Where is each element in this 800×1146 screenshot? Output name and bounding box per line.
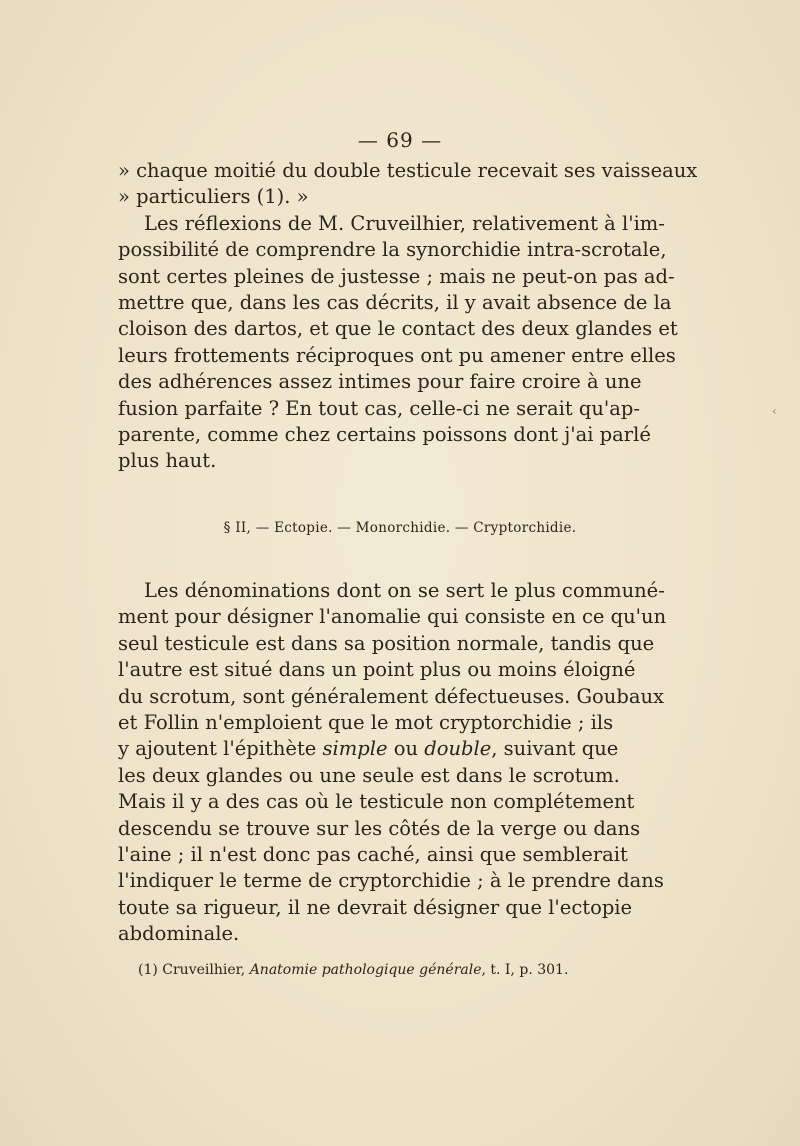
text-line: et Follin n'emploient que le mot cryptorchidie ; ils <box>118 710 614 734</box>
footnote <box>138 962 568 978</box>
text-line: l'aine ; il n'est donc pas caché, ainsi que semblerait <box>118 842 628 866</box>
text-line: » chaque moitié du double testicule recevait ses vaisseaux <box>118 159 698 182</box>
italic-word-double: double <box>424 737 492 761</box>
section-heading: § II, — Ectopie. — Monorchidie. — Cryptorchidie. <box>223 520 577 536</box>
text-line-epithete <box>118 736 619 762</box>
text-line: sont certes pleines de justesse ; mais ne peut-on pas ad- <box>118 264 675 288</box>
text-line: fusion parfaite ? En tout cas, celle-ci ne serait qu'ap- <box>118 396 640 420</box>
text-line: l'autre est situé dans un point plus ou moins éloigné <box>118 658 636 682</box>
paragraph-denominations <box>118 578 667 947</box>
margin-mark: ‹ <box>772 404 777 418</box>
text-line: l'indiquer le terme de cryptorchidie ; à le prendre dans <box>118 869 664 893</box>
text-line: cloison des dartos, et que le contact des deux glandes et <box>118 317 678 341</box>
text-line: des adhérences assez intimes pour faire croire à une <box>118 370 642 394</box>
paragraph-reflexions <box>118 211 678 475</box>
text-line: les deux glandes ou une seule est dans le scrotum. <box>118 763 620 787</box>
text-line: Les dénominations dont on se sert le plus communé- <box>144 579 665 602</box>
text-line: mettre que, dans les cas décrits, il y avait absence de la <box>118 290 672 314</box>
text-line: possibilité de comprendre la synorchidie intra-scrotale, <box>118 238 667 262</box>
text-line: toute sa rigueur, il ne devrait désigner que l'ectopie <box>118 895 633 919</box>
text-line: abdominale. <box>118 922 240 946</box>
footnote-marker: (1) Cruveilhier, <box>138 962 250 978</box>
text-line: seul testicule est dans sa position normale, tandis que <box>118 631 655 655</box>
italic-word-simple: simple <box>322 737 388 761</box>
text-segment: y ajoutent l'épithète <box>118 737 323 761</box>
text-line: Mais il y a des cas où le testicule non complétement <box>118 790 635 814</box>
text-line: parente, comme chez certains poissons dont j'ai parlé <box>118 422 651 446</box>
text-line: » particuliers (1). » <box>118 185 309 209</box>
footnote-reference: , t. I, p. 301. <box>481 962 569 978</box>
text-line: ment pour désigner l'anomalie qui consiste en ce qu'un <box>118 605 667 629</box>
quotation-continuation <box>118 158 698 211</box>
text-line: leurs frottements réciproques ont pu amener entre elles <box>118 343 676 367</box>
footnote-title: Anatomie pathologique générale <box>249 962 482 978</box>
page-number: — 69 — <box>357 128 443 152</box>
text-segment: ou <box>387 737 425 761</box>
text-line: Les réflexions de M. Cruveilhier, relativement à l'im- <box>144 211 665 235</box>
text-line: du scrotum, sont généralement défectueuses. Goubaux <box>118 684 665 708</box>
text-line: plus haut. <box>118 449 217 473</box>
text-line: descendu se trouve sur les côtés de la verge ou dans <box>118 816 641 840</box>
text-segment: , suivant que <box>491 737 619 761</box>
